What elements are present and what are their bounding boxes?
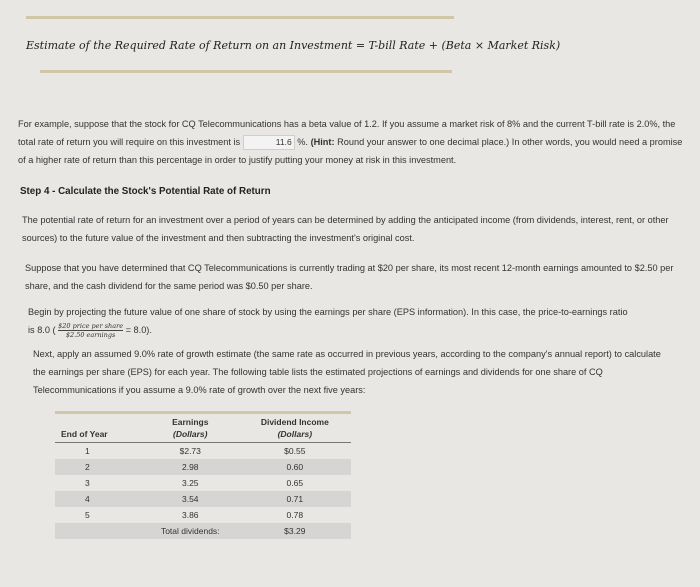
earnings-cell: 2.98 <box>142 459 239 475</box>
dividend-cell: 0.60 <box>239 459 351 475</box>
required-return-input[interactable]: 11.6 <box>243 135 295 150</box>
percent-sign: %. <box>297 137 308 147</box>
dividend-label: Dividend Income <box>260 417 329 428</box>
step4-para3 <box>28 303 678 339</box>
projection-table <box>55 414 351 539</box>
pe-result: = 8.0). <box>125 325 152 335</box>
total-label: Total dividends: <box>142 523 239 539</box>
pe-fraction <box>58 322 123 339</box>
step4-para1: The potential rate of return for an investment over a period of years can be determined by adding the anticipated income (from dividends, interest, rent, or other sources) to the future value of the investment and then subtracting the investment's original cost. <box>22 215 669 243</box>
formula: Estimate of the Required Rate of Return on an Investment = T-bill Rate + (Beta × Market Risk) <box>26 39 561 52</box>
formula-divider <box>40 70 452 73</box>
header-dividend <box>239 414 351 443</box>
pe-text: Begin by projecting the future value of one share of stock by using the earnings per share (EPS information). In this case, the price-to-earnings ratio <box>28 307 628 317</box>
earnings-cell: 3.54 <box>142 491 239 507</box>
table-row <box>55 491 351 507</box>
earnings-cell: 3.86 <box>181 510 199 521</box>
year-cell: 4 <box>55 491 142 507</box>
earnings-unit: (Dollars) <box>173 429 208 440</box>
dividend-unit: (Dollars) <box>277 429 313 440</box>
year-cell: 3 <box>85 478 90 489</box>
fraction-numerator: $20 price per share <box>58 322 124 331</box>
example-paragraph <box>18 115 686 169</box>
total-value: $3.29 <box>239 523 351 539</box>
table-row <box>55 507 351 523</box>
earnings-cell: 3.25 <box>181 478 199 489</box>
dividend-cell: $0.55 <box>284 446 306 457</box>
step4-para2: Suppose that you have determined that CQ Telecommunications is currently trading at $20 per share, its most recent 12-month earnings amounted to $2.50 per share, and the cash dividend for the same period was $0.50 per share. <box>25 263 674 291</box>
year-cell: 5 <box>85 510 90 521</box>
pe-is: is 8.0 ( <box>28 325 56 335</box>
fraction-denominator: $2.50 earnings <box>65 331 116 340</box>
hint-text: Round your answer to one decimal place.) In other words, you would need a promise of a higher rate of return than this percentage in order to justify putting your money at risk in this investment. <box>18 137 683 165</box>
earnings-cell: $2.73 <box>179 446 201 457</box>
step4-heading: Step 4 - Calculate the Stock's Potential Rate of Return <box>20 186 271 197</box>
year-cell: 2 <box>55 459 142 475</box>
table-row <box>55 475 351 491</box>
example-text: For example, suppose that the stock for CQ Telecommunications has a beta value of 1.2. If you assume a market risk of 8% and the current T-bill rate is 2.0%, the total rate of return you will require on this investment is <box>18 119 676 147</box>
header-earnings <box>142 414 239 443</box>
step4-para4: Next, apply an assumed 9.0% rate of growth estimate (the same rate as occurred in previous years, according to the company's annual report) to calculate the earnings per share (EPS) for each year. The following table lists the estimated projections of earnings and dividends for one share of CQ Telecommunications if you assume a 9.0% rate of growth over the next five years: <box>33 349 661 396</box>
table-row <box>55 443 351 460</box>
total-row <box>55 523 351 539</box>
earnings-label: Earnings <box>172 417 209 428</box>
header-year: End of Year <box>55 414 142 443</box>
empty-cell <box>55 523 142 539</box>
year-cell: 1 <box>85 446 90 457</box>
dividend-cell: 0.78 <box>286 510 304 521</box>
dividend-cell: 0.65 <box>286 478 304 489</box>
dividend-cell: 0.71 <box>239 491 351 507</box>
table-row <box>55 459 351 475</box>
top-divider <box>26 16 454 19</box>
hint-label: (Hint: <box>310 137 335 147</box>
